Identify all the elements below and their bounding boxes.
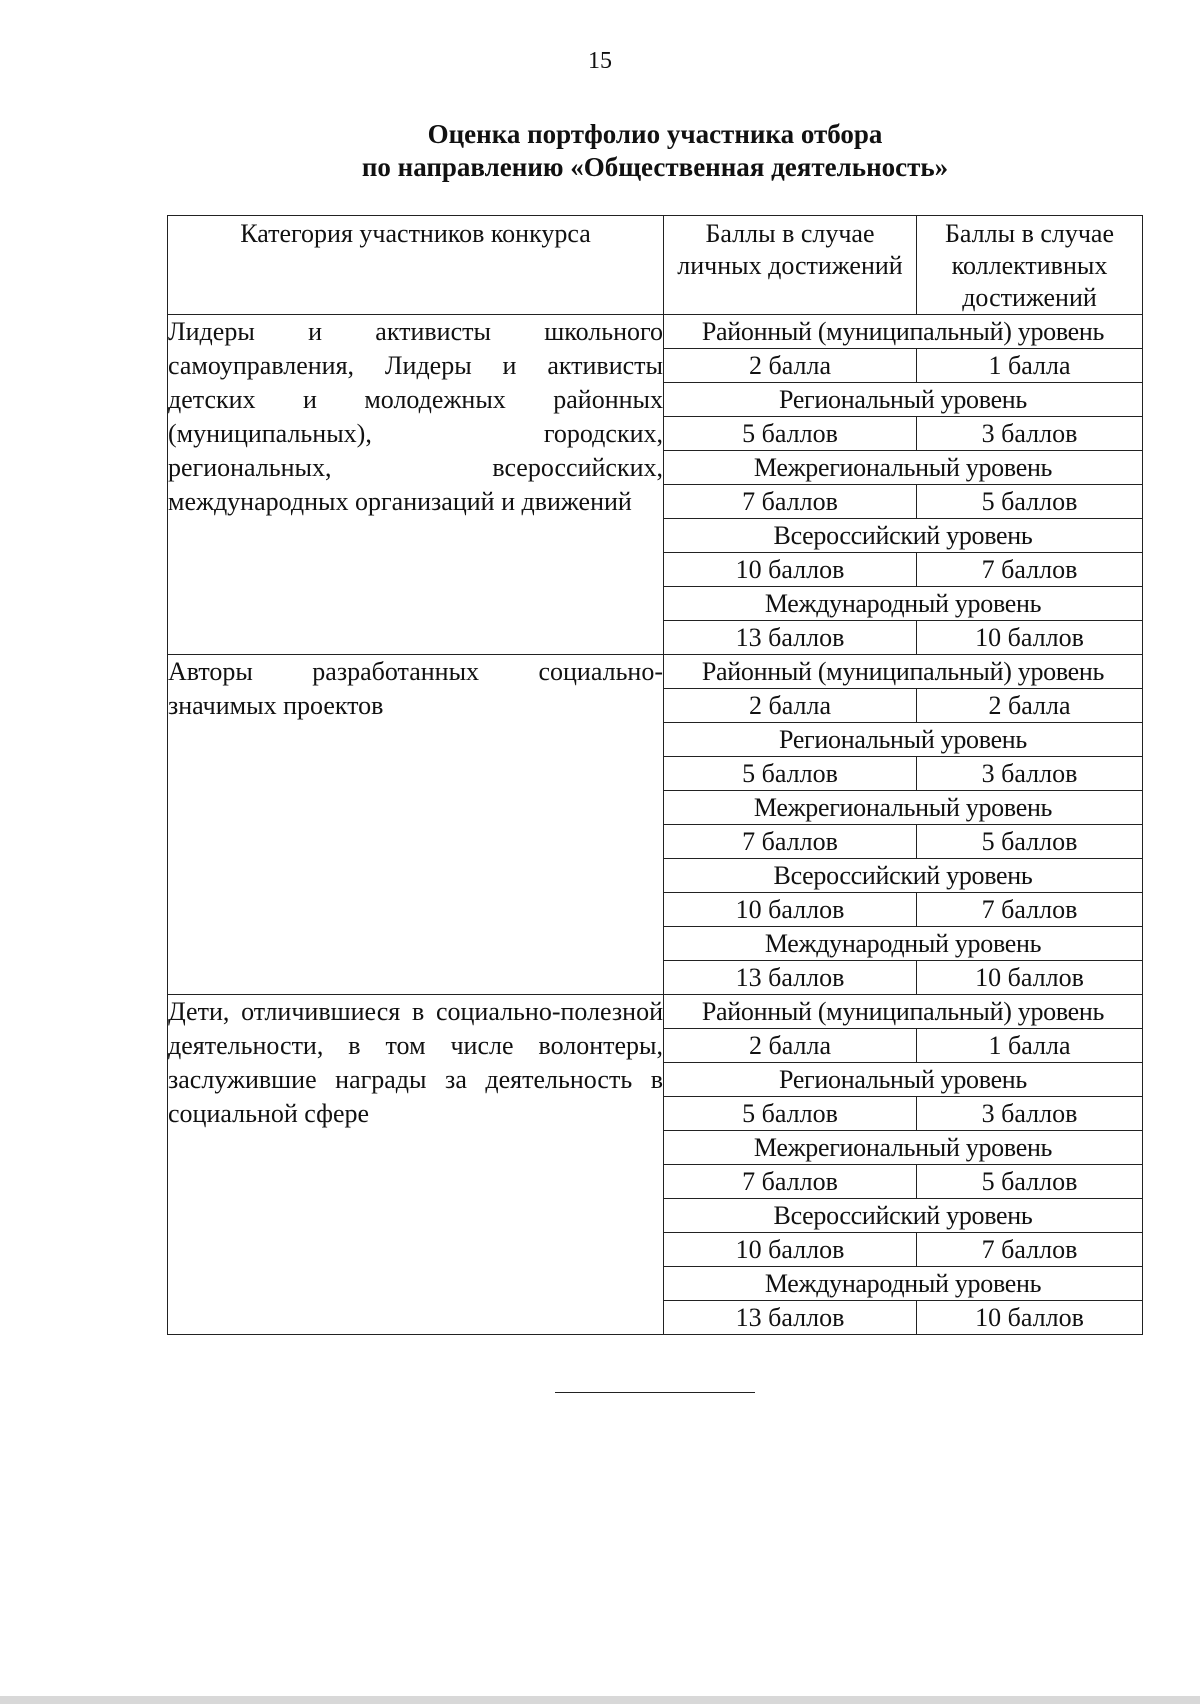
- personal-score-cell: 7 баллов: [664, 1165, 917, 1199]
- personal-score-cell: 10 баллов: [664, 553, 917, 587]
- personal-score-cell: 5 баллов: [664, 757, 917, 791]
- collective-score-cell: 1 балла: [917, 349, 1143, 383]
- level-cell: Международный уровень: [664, 587, 1143, 621]
- collective-score-cell: 3 баллов: [917, 1097, 1143, 1131]
- end-rule: [555, 1392, 755, 1393]
- title-line-2: по направлению «Общественная деятельность»: [361, 152, 949, 182]
- personal-score-cell: 13 баллов: [664, 621, 917, 655]
- personal-score-cell: 13 баллов: [664, 1301, 917, 1335]
- category-cell: Дети, отличившиеся в социально-полезной деятельности, в том числе волонтеры, заслужившие награды за деятельность в социальной сфере: [168, 995, 664, 1335]
- level-cell: Региональный уровень: [664, 723, 1143, 757]
- personal-score-cell: 5 баллов: [664, 417, 917, 451]
- level-cell: Всероссийский уровень: [664, 1199, 1143, 1233]
- level-cell: Всероссийский уровень: [664, 859, 1143, 893]
- level-cell: Районный (муниципальный) уровень: [664, 995, 1143, 1029]
- level-row: [168, 315, 1143, 349]
- header-collective: Баллы в случае коллективных достижений: [917, 216, 1143, 315]
- collective-score-cell: 10 баллов: [917, 621, 1143, 655]
- level-cell: Межрегиональный уровень: [664, 451, 1143, 485]
- header-row: [168, 216, 1143, 315]
- level-cell: Международный уровень: [664, 927, 1143, 961]
- document-title: [0, 118, 1200, 184]
- collective-score-cell: 7 баллов: [917, 553, 1143, 587]
- scores-table: [167, 215, 1143, 1335]
- personal-score-cell: 7 баллов: [664, 485, 917, 519]
- level-cell: Районный (муниципальный) уровень: [664, 315, 1143, 349]
- collective-score-cell: 1 балла: [917, 1029, 1143, 1063]
- level-cell: Международный уровень: [664, 1267, 1143, 1301]
- level-row: [168, 995, 1143, 1029]
- collective-score-cell: 10 баллов: [917, 1301, 1143, 1335]
- collective-score-cell: 7 баллов: [917, 1233, 1143, 1267]
- category-cell: Лидеры и активисты школьного самоуправления, Лидеры и активисты детских и молодежных районных (муниципальных), городских, региональных, всероссийских, международных организаций и движений: [168, 315, 664, 655]
- collective-score-cell: 5 баллов: [917, 825, 1143, 859]
- personal-score-cell: 5 баллов: [664, 1097, 917, 1131]
- scan-edge: [0, 1696, 1200, 1704]
- table-body: [168, 315, 1143, 1335]
- personal-score-cell: 10 баллов: [664, 1233, 917, 1267]
- category-cell: Авторы разработанных социально-значимых проектов: [168, 655, 664, 995]
- collective-score-cell: 10 баллов: [917, 961, 1143, 995]
- level-cell: Межрегиональный уровень: [664, 791, 1143, 825]
- collective-score-cell: 3 баллов: [917, 417, 1143, 451]
- level-row: [168, 655, 1143, 689]
- collective-score-cell: 7 баллов: [917, 893, 1143, 927]
- title-line-1: Оценка портфолио участника отбора: [427, 119, 883, 149]
- collective-score-cell: 3 баллов: [917, 757, 1143, 791]
- level-cell: Районный (муниципальный) уровень: [664, 655, 1143, 689]
- personal-score-cell: 2 балла: [664, 689, 917, 723]
- collective-score-cell: 5 баллов: [917, 1165, 1143, 1199]
- collective-score-cell: 2 балла: [917, 689, 1143, 723]
- personal-score-cell: 2 балла: [664, 1029, 917, 1063]
- level-cell: Всероссийский уровень: [664, 519, 1143, 553]
- page-number: 15: [588, 48, 612, 74]
- header-category: Категория участников конкурса: [168, 216, 664, 315]
- personal-score-cell: 13 баллов: [664, 961, 917, 995]
- collective-score-cell: 5 баллов: [917, 485, 1143, 519]
- personal-score-cell: 7 баллов: [664, 825, 917, 859]
- level-cell: Региональный уровень: [664, 383, 1143, 417]
- personal-score-cell: 10 баллов: [664, 893, 917, 927]
- personal-score-cell: 2 балла: [664, 349, 917, 383]
- level-cell: Межрегиональный уровень: [664, 1131, 1143, 1165]
- level-cell: Региональный уровень: [664, 1063, 1143, 1097]
- header-personal: Баллы в случае личных достижений: [664, 216, 917, 315]
